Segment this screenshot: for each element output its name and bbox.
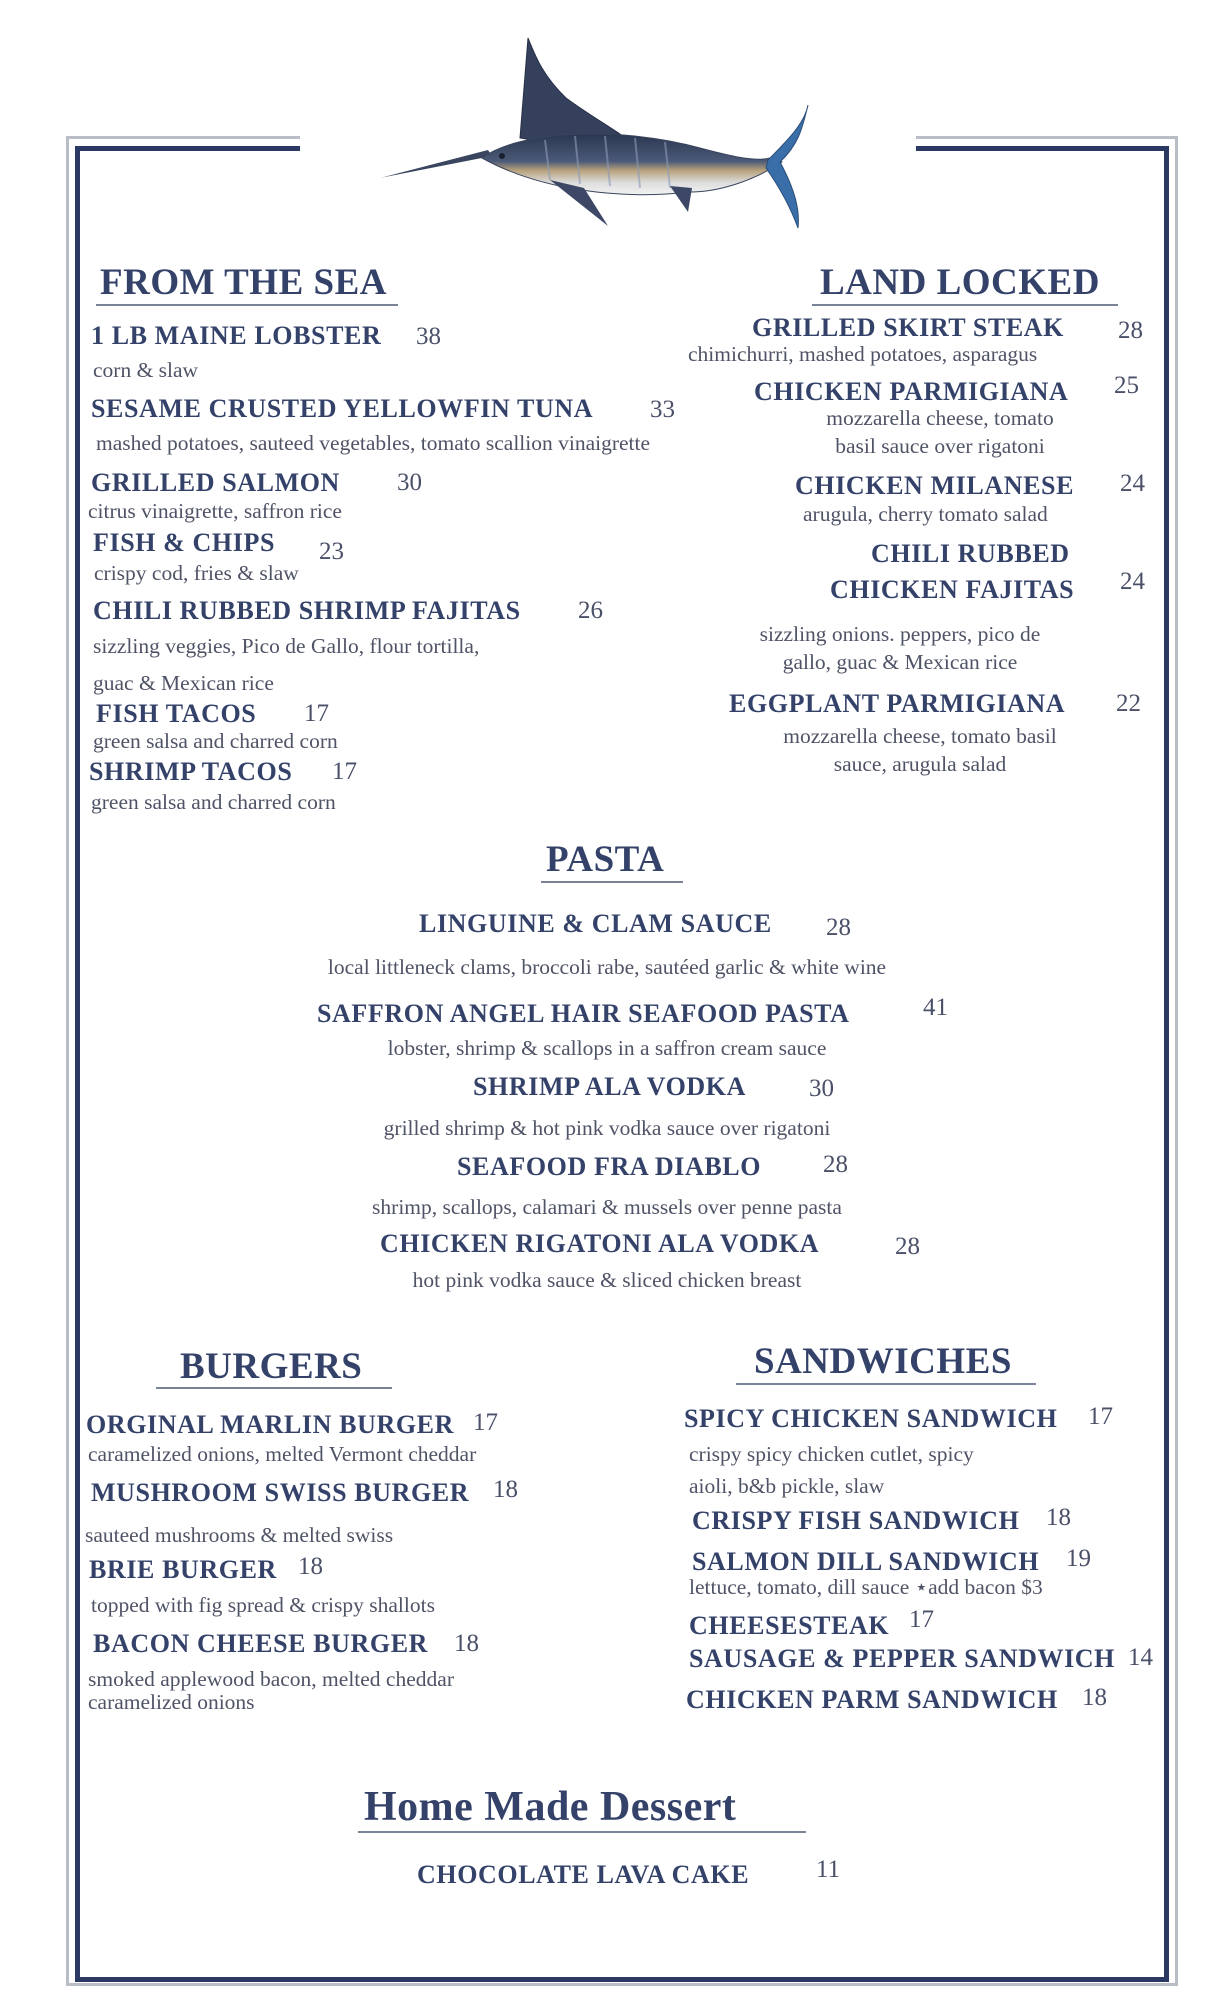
menu-item-price: 22: [1116, 690, 1141, 717]
menu-item-desc: mozzarella cheese, tomato basil: [783, 724, 1057, 748]
menu-item-desc: arugula, cherry tomato salad: [803, 502, 1048, 526]
menu-item-name: CHILI RUBBED SHRIMP FAJITAS: [93, 596, 521, 625]
menu-item-name: LINGUINE & CLAM SAUCE: [419, 909, 772, 938]
menu-item-desc: grilled shrimp & hot pink vodka sauce over rigatoni: [383, 1116, 831, 1140]
menu-item-desc: chimichurri, mashed potatoes, asparagus: [688, 342, 1038, 366]
section-rule-sandwiches: [736, 1383, 1036, 1385]
menu-item-name: BRIE BURGER: [89, 1555, 277, 1584]
menu-item-desc: sauce, arugula salad: [833, 752, 1007, 776]
menu-item-name: SAUSAGE & PEPPER SANDWICH: [689, 1644, 1115, 1673]
menu-item-desc: mashed potatoes, sauteed vegetables, tomato scallion vinaigrette: [96, 431, 651, 455]
menu-item-desc: shrimp, scallops, calamari & mussels over penne pasta: [372, 1195, 842, 1219]
section-heading-sandwiches: SANDWICHES: [754, 1341, 1012, 1382]
menu-item-price: 28: [826, 914, 851, 941]
section-rule-dessert: [358, 1831, 806, 1833]
menu-item-price: 30: [809, 1075, 834, 1102]
menu-item-name: MUSHROOM SWISS BURGER: [91, 1478, 470, 1507]
menu-item-desc: corn & slaw: [93, 358, 199, 382]
menu-item-desc: aioli, b&b pickle, slaw: [689, 1474, 885, 1498]
menu-item-name: SHRIMP ALA VODKA: [473, 1072, 746, 1101]
menu-item-desc: lobster, shrimp & scallops in a saffron cream sauce: [387, 1036, 827, 1060]
menu-item-name: CHICKEN PARMIGIANA: [754, 377, 1069, 406]
menu-item-name: GRILLED SKIRT STEAK: [752, 313, 1064, 342]
menu-item-price: 19: [1066, 1545, 1091, 1572]
menu-item-price: 28: [1118, 317, 1143, 344]
menu-item-price: 23: [319, 538, 344, 565]
menu-item-desc: smoked applewood bacon, melted cheddar: [88, 1667, 454, 1691]
section-heading-dessert: Home Made Dessert: [364, 1784, 737, 1830]
menu-item-name: ORGINAL MARLIN BURGER: [86, 1410, 454, 1439]
section-heading-pasta: PASTA: [546, 839, 665, 880]
menu-item-desc: local littleneck clams, broccoli rabe, sautéed garlic & white wine: [327, 955, 887, 979]
section-rule-sea: [96, 304, 398, 306]
menu-item-price: 26: [578, 597, 603, 624]
menu-item-price: 11: [816, 1856, 841, 1883]
menu-item-price: 25: [1114, 372, 1139, 399]
menu-item-name: SPICY CHICKEN SANDWICH: [684, 1404, 1058, 1433]
menu-item-name: CHICKEN PARM SANDWICH: [686, 1685, 1058, 1714]
menu-item-name: FISH & CHIPS: [93, 528, 276, 557]
menu-item-price: 18: [454, 1630, 479, 1657]
menu-item-desc: guac & Mexican rice: [93, 671, 274, 695]
menu-item-name: SAFFRON ANGEL HAIR SEAFOOD PASTA: [317, 999, 850, 1028]
menu-item-desc: hot pink vodka sauce & sliced chicken breast: [412, 1268, 802, 1292]
menu-item-desc: sizzling onions. peppers, pico de: [759, 622, 1041, 646]
section-rule-land: [812, 304, 1118, 306]
menu-item-name: CHICKEN FAJITAS: [830, 575, 1075, 604]
section-heading-land: LAND LOCKED: [820, 262, 1100, 303]
menu-item-desc: caramelized onions, melted Vermont cheddar: [88, 1442, 477, 1466]
menu-item-price: 14: [1128, 1644, 1153, 1671]
menu-item-name: CHOCOLATE LAVA CAKE: [417, 1860, 750, 1889]
menu-item-desc: green salsa and charred corn: [93, 729, 338, 753]
menu-item-name: CHEESESTEAK: [689, 1611, 890, 1640]
menu-item-price: 18: [298, 1553, 323, 1580]
menu-item-name: CHICKEN MILANESE: [795, 471, 1075, 500]
menu-item-name: FISH TACOS: [96, 699, 257, 728]
menu-item-price: 18: [1046, 1504, 1071, 1531]
section-heading-burgers: BURGERS: [180, 1346, 363, 1387]
menu-item-price: 17: [1088, 1403, 1113, 1430]
menu-item-desc: sauteed mushrooms & melted swiss: [85, 1523, 394, 1547]
menu-item-name: SESAME CRUSTED YELLOWFIN TUNA: [91, 394, 594, 423]
menu-item-name: SALMON DILL SANDWICH: [692, 1547, 1040, 1576]
menu-item-price: 24: [1120, 470, 1145, 497]
menu-item-name: CHILI RUBBED: [871, 539, 1070, 568]
menu-item-desc: gallo, guac & Mexican rice: [782, 650, 1018, 674]
menu-item-desc: crispy cod, fries & slaw: [94, 561, 299, 585]
menu-item-price: 28: [823, 1151, 848, 1178]
menu-item-price: 17: [304, 700, 329, 727]
menu-item-price: 41: [923, 994, 948, 1021]
section-heading-sea: FROM THE SEA: [100, 262, 387, 303]
menu-item-name: CHICKEN RIGATONI ALA VODKA: [380, 1229, 820, 1258]
menu-item-price: 18: [493, 1476, 518, 1503]
menu-item-name: SEAFOOD FRA DIABLO: [457, 1152, 762, 1181]
menu-item-desc: topped with fig spread & crispy shallots: [91, 1593, 435, 1617]
section-rule-burgers: [156, 1387, 392, 1389]
menu-item-price: 17: [332, 758, 357, 785]
marlin-logo-icon: [370, 30, 810, 255]
menu-item-price: 18: [1082, 1684, 1107, 1711]
menu-item-desc: mozzarella cheese, tomato: [826, 406, 1054, 430]
menu-item-name: BACON CHEESE BURGER: [93, 1629, 429, 1658]
menu-item-desc: crispy spicy chicken cutlet, spicy: [689, 1442, 974, 1466]
menu-item-price: 17: [473, 1409, 498, 1436]
menu-item-price: 30: [397, 469, 422, 496]
menu-item-desc: basil sauce over rigatoni: [835, 434, 1045, 458]
menu-item-name: CRISPY FISH SANDWICH: [692, 1506, 1020, 1535]
menu-item-price: 17: [909, 1606, 934, 1633]
menu-item-desc: citrus vinaigrette, saffron rice: [88, 499, 342, 523]
menu-item-name: EGGPLANT PARMIGIANA: [729, 689, 1066, 718]
menu-item-desc: sizzling veggies, Pico de Gallo, flour tortilla,: [93, 634, 480, 658]
menu-item-price: 33: [650, 396, 675, 423]
menu-item-desc: caramelized onions: [88, 1690, 255, 1714]
menu-item-price: 38: [416, 323, 441, 350]
section-rule-pasta: [541, 881, 683, 883]
menu-item-name: 1 LB MAINE LOBSTER: [91, 321, 382, 350]
menu-item-price: 24: [1120, 568, 1145, 595]
menu-item-desc: lettuce, tomato, dill sauce ⋆add bacon $3: [689, 1575, 1043, 1599]
menu-item-price: 28: [895, 1233, 920, 1260]
menu-item-name: GRILLED SALMON: [91, 468, 340, 497]
menu-item-name: SHRIMP TACOS: [89, 757, 293, 786]
menu-item-desc: green salsa and charred corn: [91, 790, 336, 814]
